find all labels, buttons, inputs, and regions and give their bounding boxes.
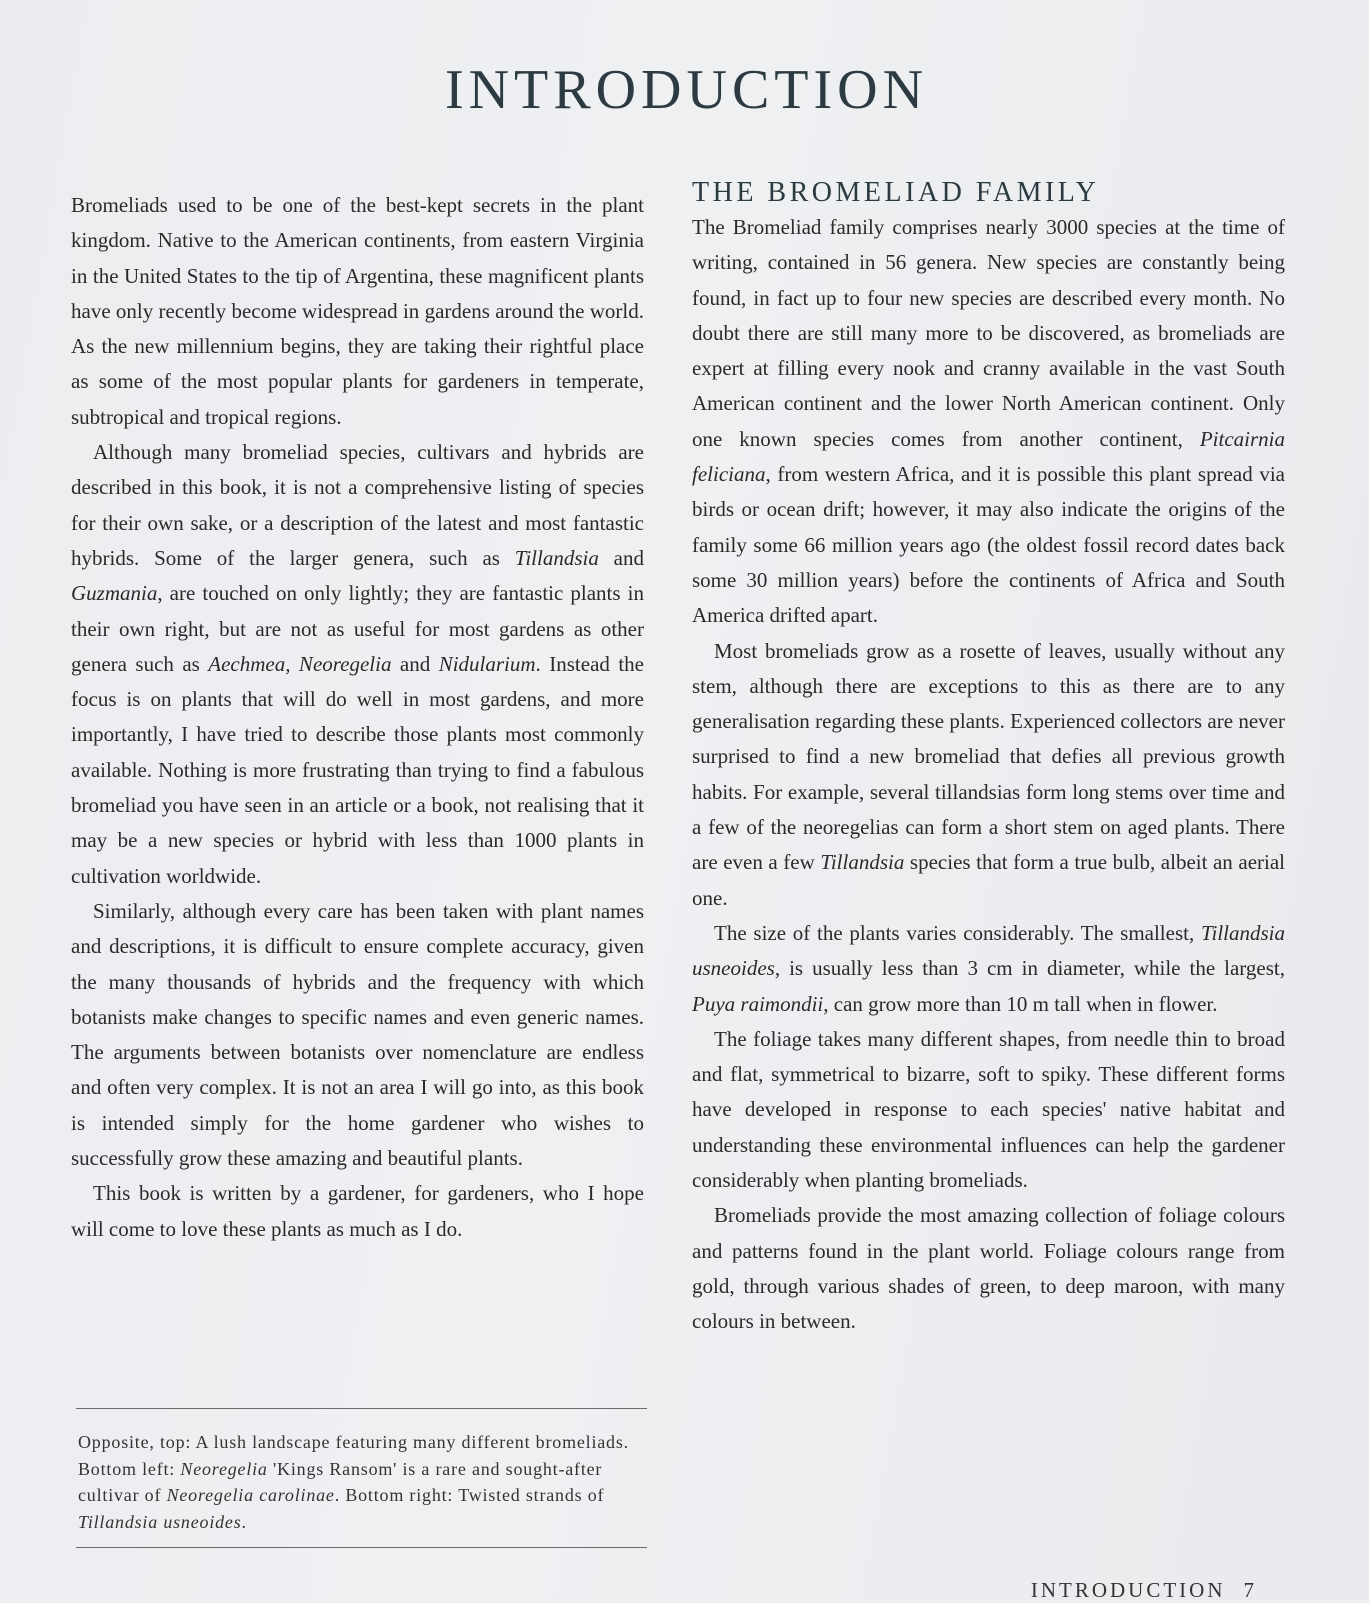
text-run: Similarly, although every care has been taken with plant names and descriptions, it is difficult to ensure complete accuracy, given the many thousands of hybrids and the frequency with which botanists make changes to specific names and even generic names. The arguments between botanists over nomenclature are endless and often very complex. It is not an area I will go into, as this book is intended simply for the home gardener who wishes to successfully grow these amazing and beautiful plants. (71, 898, 644, 1171)
text-run: and (391, 651, 439, 676)
paragraph (692, 634, 1285, 916)
text-run: Most bromeliads grow as a rosette of leaves, usually without any stem, although there are exceptions to this as there are to any generalisation regarding these plants. Experienced collectors are never surprised to find a new bromeliad that defies all previous growth habits. For example, several tillandsias form long stems over time and a few of the neoregelias can form a short stem on aged plants. There are even a few (692, 638, 1285, 875)
text-run: . Instead the focus is on plants that will do well in most gardens, and more importantly, I have tried to describe those plants most commonly available. Nothing is more frustrating than trying to find a fabulous bromeliad you have seen in an article or a book, not realising that it may be a new species or hybrid with less than 1000 plants in cultivation worldwide. (71, 651, 644, 888)
italic-text: Tillandsia usneoides (692, 920, 1285, 981)
italic-text: Tillandsia usneoides (78, 1511, 242, 1532)
right-column (692, 176, 1285, 1340)
paragraph (692, 916, 1285, 1022)
paragraph (71, 894, 644, 1176)
text-run: Although many bromeliad species, cultivars and hybrids are described in this book, it is not a comprehensive listing of species for their own sake, or a description of the latest and most fantastic hybrids. Some of the larger genera, such as (71, 440, 644, 570)
text-run: The Bromeliad family comprises nearly 3000 species at the time of writing, contained in 56 genera. New species are constantly being found, in fact up to four new species are described every month. No doubt there are still many more to be discovered, as bromeliads are expert at filling every nook and cranny available in the vast South American continent and the lower North American continent. Only one known species comes from another continent, (692, 215, 1285, 451)
page-title: INTRODUCTION (444, 59, 929, 121)
paragraph (692, 1022, 1285, 1198)
text-run: . (241, 1511, 247, 1532)
running-head: INTRODUCTION (1030, 1578, 1226, 1602)
text-run: Opposite, top: A lush landscape featuring many different bromeliads. Bottom left: (78, 1432, 629, 1479)
paragraph (692, 210, 1285, 634)
section-heading: THE BROMELIAD FAMILY (692, 177, 1100, 208)
italic-text: Nidularium (438, 651, 536, 676)
text-run: 'Kings Ransom' is a rare and sought-after cultivar of (78, 1458, 603, 1505)
paragraph (71, 1176, 644, 1247)
text-run: , can grow more than 10 m tall when in flower. (823, 991, 1218, 1016)
paragraph (71, 435, 644, 894)
paragraph (71, 188, 644, 435)
text-run: , are touched on only lightly; they are fantastic plants in their own right, but are not as useful for most gardens as other genera such as (71, 581, 644, 676)
left-column (71, 188, 644, 1247)
paragraph (692, 1198, 1285, 1339)
text-run: Bromeliads provide the most amazing collection of foliage colours and patterns found in the plant world. Foliage colours range from gold, through various shades of green, to deep maroon, with many colours in between. (692, 1203, 1285, 1334)
page-footer (1031, 1578, 1257, 1603)
text-run: The size of the plants varies considerably. The smallest, (714, 920, 1201, 945)
text-run: , from western Africa, and it is possible this plant spread via birds or ocean drift; however, it may also indicate the origins of the family some 66 million years ago (the oldest fossil record dates back some 30 million years) before the continents of Africa and South America drifted apart. (692, 462, 1285, 628)
photo-caption (78, 1429, 647, 1535)
text-run: . Bottom right: Twisted strands of (334, 1485, 605, 1505)
italic-text: Tillandsia (514, 545, 599, 570)
italic-text: Guzmania (71, 581, 158, 606)
italic-text: Neoregelia carolinae (166, 1485, 335, 1505)
italic-text: Tillandsia (820, 850, 905, 875)
page-number: 7 (1243, 1578, 1257, 1602)
text-run: and (598, 545, 644, 570)
right-column-body (692, 210, 1285, 1340)
italic-text: Neoregelia (180, 1458, 268, 1479)
caption-box (76, 1408, 647, 1548)
text-run: species that form a true bulb, albeit an aerial one. (692, 850, 1285, 910)
text-run: , is usually less than 3 cm in diameter, while the largest, (774, 956, 1285, 981)
text-run: This book is written by a gardener, for gardeners, who I hope will come to love these plants as much as I do. (71, 1181, 644, 1241)
italic-text: Aechmea, Neoregelia (208, 651, 392, 676)
italic-text: Puya raimondii (692, 991, 824, 1016)
italic-text: Pitcairnia feliciana (692, 426, 1285, 487)
text-run: The foliage takes many different shapes, from needle thin to broad and flat, symmetrical to bizarre, soft to spiky. These different forms have developed in response to each species' native habitat and understanding these environmental influences can help the gardener considerably when planting bromeliads. (692, 1026, 1285, 1193)
text-run: Bromeliads used to be one of the best-kept secrets in the plant kingdom. Native to the American continents, from eastern Virginia in the United States to the tip of Argentina, these magnificent plants have only recently become widespread in gardens around the world. As the new millennium begins, they are taking their rightful place as some of the most popular plants for gardeners in temperate, subtropical and tropical regions. (71, 193, 644, 429)
